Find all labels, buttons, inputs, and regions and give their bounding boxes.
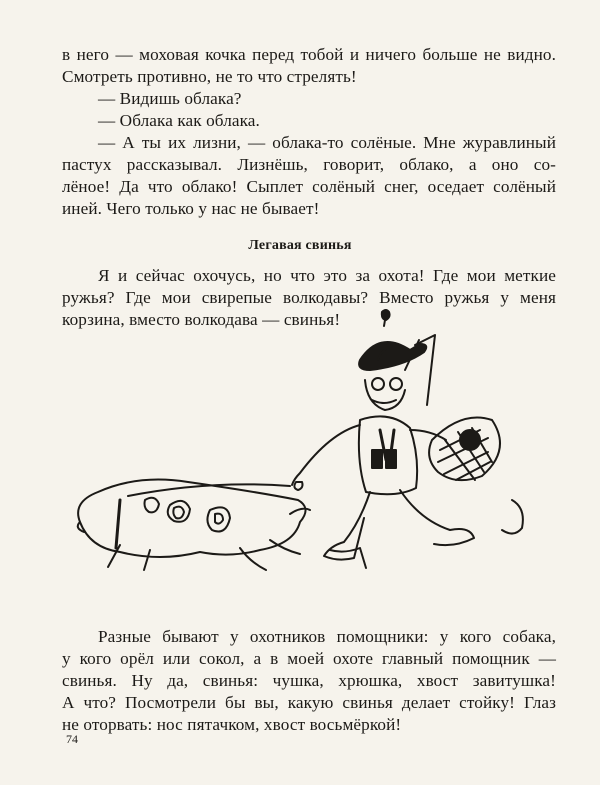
- text-line: лёное! Да что облако! Сыплет солёный снег, оседает солёный: [62, 177, 556, 196]
- text-line: пастух рассказывал. Лизнёшь, говорит, облако, а оно со-: [62, 155, 556, 174]
- text-line: в него — моховая кочка перед тобой и ничего больше не видно.: [62, 45, 556, 64]
- bottom-text-block: [62, 626, 556, 736]
- dialogue-line: — Видишь облака?: [98, 89, 242, 108]
- text-line: ружья? Где мои свирепые волкодавы? Вместо ружья у меня: [62, 288, 556, 307]
- section-heading: Легавая свинья: [248, 238, 352, 253]
- hunter-with-pig-illustration: [60, 300, 580, 600]
- text-line: А что? Посмотрели бы вы, какую свинья делает стойку! Глаз: [62, 693, 556, 712]
- top-text-block: [62, 44, 556, 220]
- text-line: Я и сейчас охочусь, но что это за охота! Где мои меткие: [98, 266, 556, 285]
- text-line: корзина, вместо волкодава — свинья!: [62, 310, 341, 329]
- dialogue-line: — А ты их лизни, — облака-то солёные. Мне журавлиный: [98, 133, 556, 152]
- ink-blot: [382, 310, 390, 326]
- text-line: Смотреть противно, не то что стрелять!: [62, 67, 357, 86]
- dialogue-line: — Облака как облака.: [98, 111, 260, 130]
- page-number: 74: [66, 732, 78, 746]
- text-line: Разные бывают у охотников помощники: у кого собака,: [98, 627, 556, 646]
- hunter-drawing: [292, 335, 523, 568]
- text-line: у кого орёл или сокол, а в моей охоте главный помощник —: [62, 649, 556, 668]
- text-line: свинья. Ну да, свинья: чушка, хрюшка, хвост завитушка!: [62, 671, 556, 690]
- text-line: не оторвать: нос пятачком, хвост восьмёркой!: [62, 715, 402, 734]
- pig-drawing: [78, 480, 310, 570]
- text-line: иней. Чего только у нас не бывает!: [62, 199, 320, 218]
